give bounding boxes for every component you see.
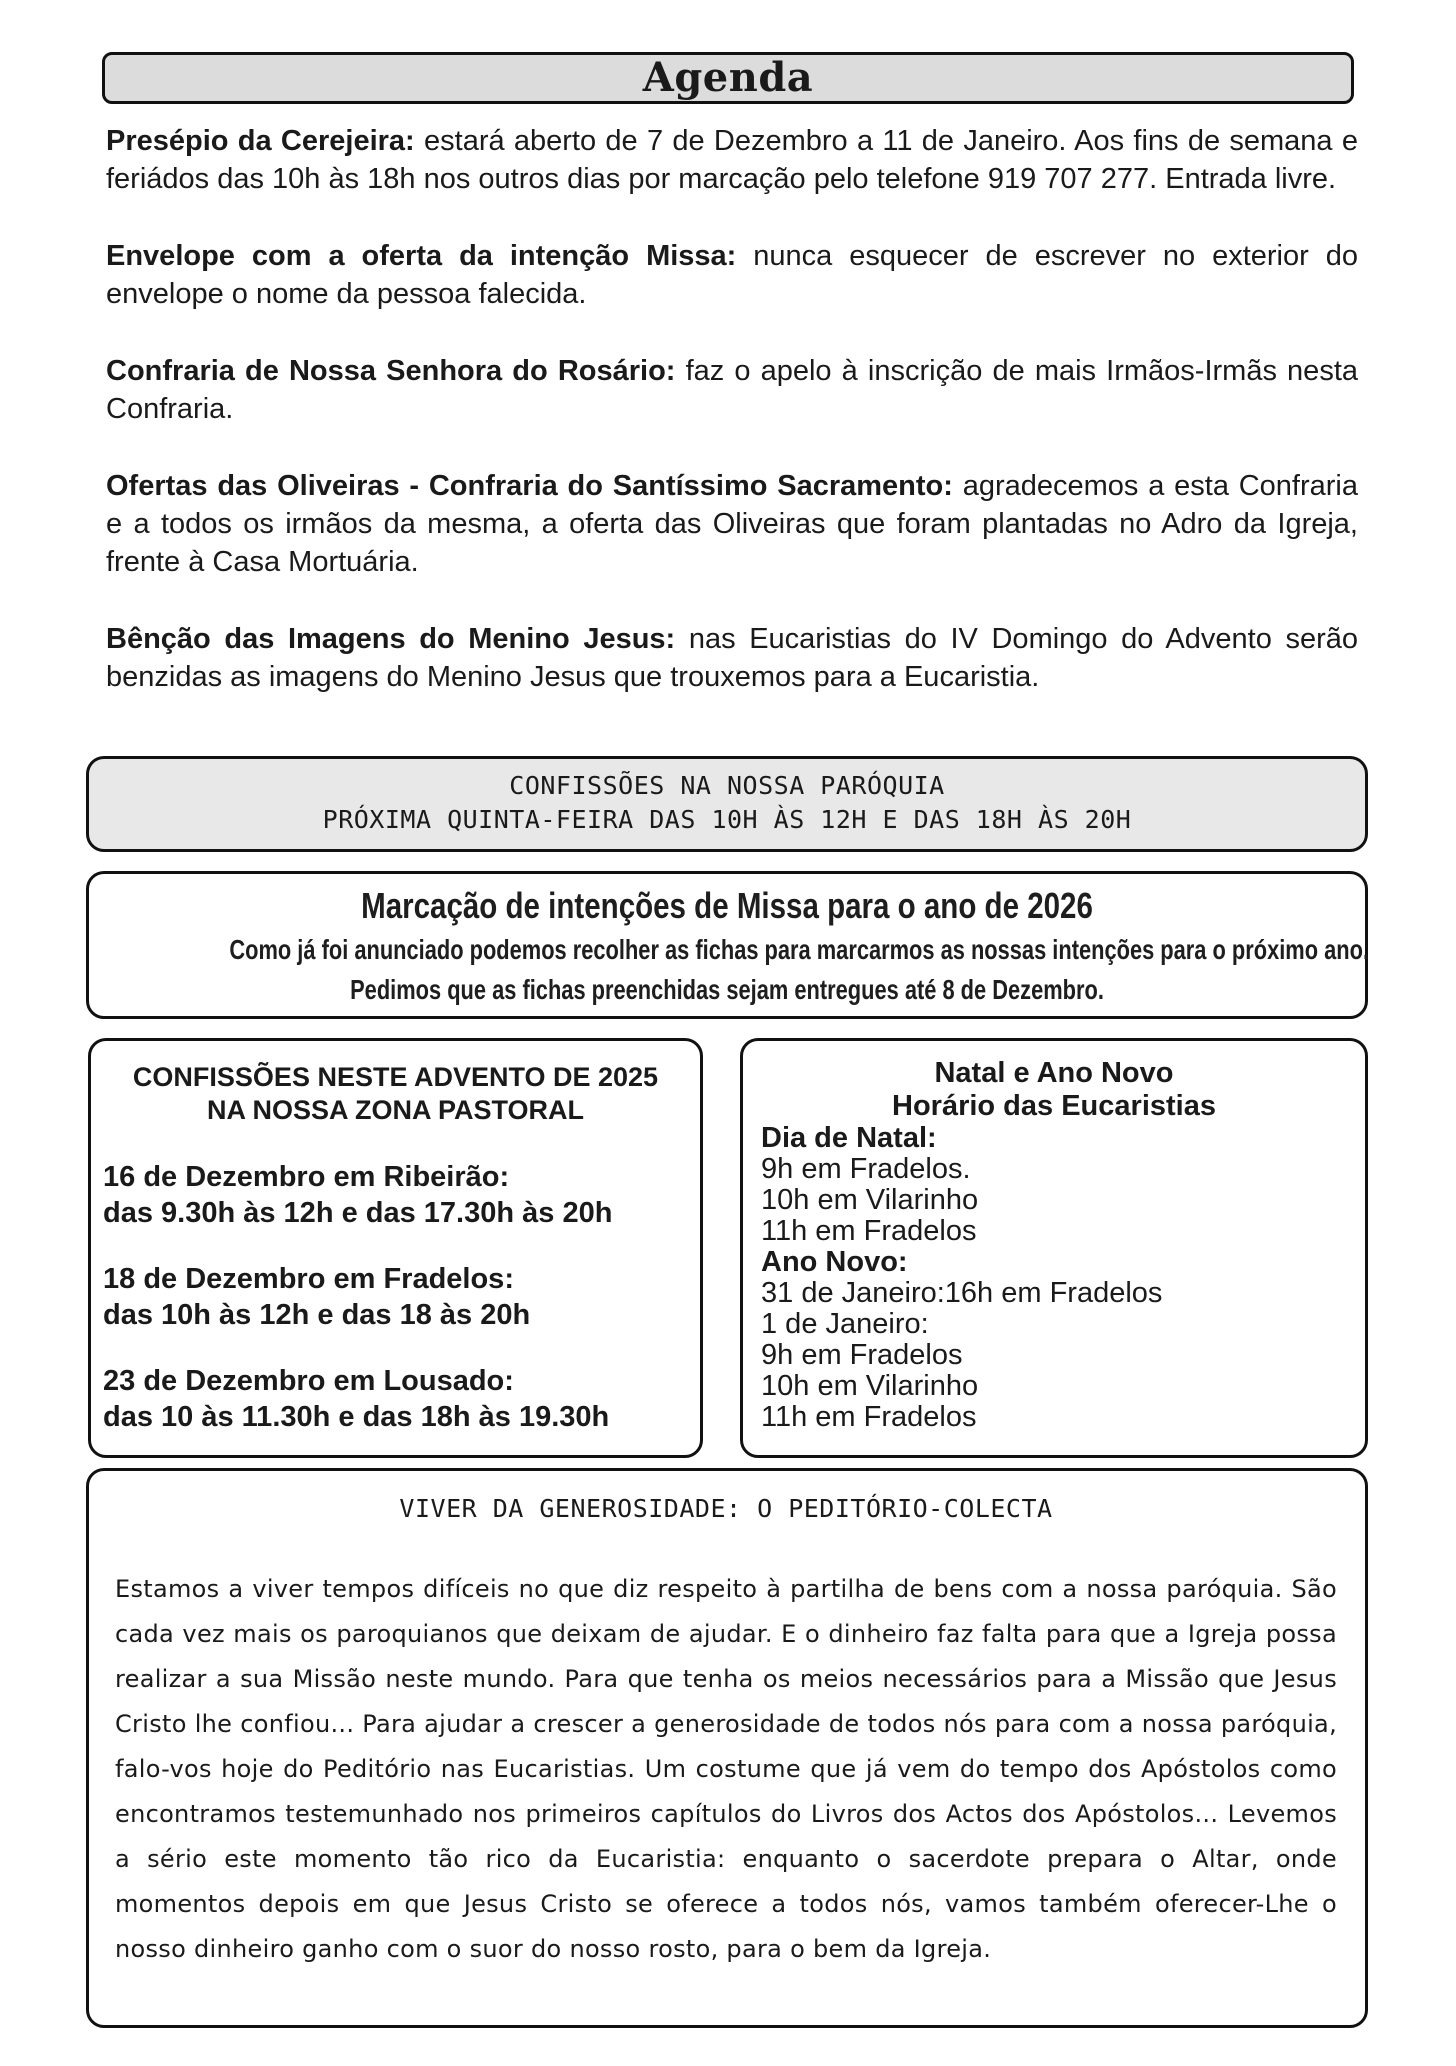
natal-line: 9h em Fradelos — [761, 1339, 963, 1371]
viver-generosidade-box — [86, 1468, 1368, 2028]
marcacao-line1: Como já foi anunciado podemos recolher as fichas para marcarmos as nossas intenções para o próximo ano. — [229, 934, 1370, 965]
notice-title: Envelope com a oferta da intenção Missa: — [106, 240, 737, 272]
viver-text: Estamos a viver tempos difíceis no que diz respeito à partilha de bens com a nossa paróquia. São cada vez mais os paroquianos que deixam de ajudar. E o dinheiro faz falta para que a Igreja possa realizar a sua Missão neste mundo. Para que tenha os meios necessários para a Missão que Jesus Cristo lhe confiou... Para ajudar a crescer a generosidade de todos nós para com a nossa paróquia, falo-vos hoje do Peditório nas Eucaristias. Um costume que já vem do tempo dos Apóstolos como encontramos testemunhado nos primeiros capítulos do Livros dos Actos dos Apóstolos... Levemos a sério este momento tão rico da Eucaristia: enquanto o sacerdote prepara o Altar, onde momentos depois em que Jesus Cristo se oferece a todos nós, vamos também oferecer-Lhe o nosso dinheiro ganho com o suor do nosso rosto, para o bem da Igreja. — [115, 1575, 1337, 1963]
natal-line: 9h em Fradelos. — [761, 1153, 971, 1185]
notice-envelope — [106, 237, 1358, 313]
notice-oliveiras — [106, 467, 1358, 581]
natal-line: 31 de Janeiro:16h em Fradelos — [761, 1277, 1163, 1309]
zona-entry-fradelos — [103, 1261, 700, 1333]
zona-entry-ribeirao — [103, 1159, 700, 1231]
natal-line: 1 de Janeiro: — [761, 1308, 929, 1340]
zona-title-line2: NA NOSSA ZONA PASTORAL — [206, 1095, 584, 1125]
zona-entry-date: 23 de Dezembro em Lousado: — [103, 1365, 514, 1397]
notice-text: faz o apelo à inscrição de mais Irmãos-Irmãs nesta Confraria. — [106, 355, 1358, 425]
natal-line: 11h em Fradelos — [761, 1215, 977, 1247]
notice-text: nas Eucaristias do IV Domingo do Advento serão benzidas as imagens do Menino Jesus que trouxemos para a Eucaristia. — [106, 623, 1358, 693]
notice-title: Presépio da Cerejeira: — [106, 125, 415, 157]
natal-box — [740, 1038, 1368, 1458]
notice-title: Bênção das Imagens do Menino Jesus: — [106, 623, 676, 655]
notices-section — [106, 122, 1358, 735]
zona-entry-date: 18 de Dezembro em Fradelos: — [103, 1263, 514, 1295]
marcacao-title: Marcação de intenções de Missa para o ano de 2026 — [361, 885, 1093, 926]
notice-title: Ofertas das Oliveiras - Confraria do Santíssimo Sacramento: — [106, 470, 953, 502]
zona-entry-hours: das 10 às 11.30h e das 18h às 19.30h — [103, 1401, 610, 1433]
viver-title: VIVER DA GENEROSIDADE: O PEDITÓRIO-COLECTA — [399, 1494, 1053, 1523]
natal-heading-dia-natal: Dia de Natal: — [761, 1122, 937, 1154]
zona-entry-hours: das 10h às 12h e das 18 às 20h — [103, 1299, 531, 1331]
natal-title-line1: Natal e Ano Novo — [934, 1057, 1174, 1089]
zona-entry-lousado — [103, 1363, 700, 1435]
notice-presepio — [106, 122, 1358, 198]
zona-entry-hours: das 9.30h às 12h e das 17.30h às 20h — [103, 1197, 613, 1229]
zona-title-line1: CONFISSÕES NESTE ADVENTO DE 2025 — [132, 1062, 659, 1092]
confissoes-paroquia-line2: PRÓXIMA QUINTA-FEIRA DAS 10H ÀS 12H E DAS 18H ÀS 20H — [322, 805, 1132, 834]
agenda-header — [102, 52, 1354, 104]
notice-text: nunca esquecer de escrever no exterior do envelope o nome da pessoa falecida. — [106, 240, 1358, 310]
natal-title-line2: Horário das Eucaristias — [892, 1090, 1216, 1122]
natal-line: 10h em Vilarinho — [761, 1370, 979, 1402]
confissoes-paroquia-line1: CONFISSÕES NA NOSSA PARÓQUIA — [509, 771, 945, 800]
natal-line: 11h em Fradelos — [761, 1401, 977, 1433]
notice-bencao — [106, 620, 1358, 696]
notice-text: agradecemos a esta Confraria e a todos os irmãos da mesma, a oferta das Oliveiras que foram plantadas no Adro da Igreja, frente à Casa Mortuária. — [106, 470, 1359, 578]
agenda-title: Agenda — [642, 54, 814, 101]
marcacao-line2: Pedimos que as fichas preenchidas sejam entregues até 8 de Dezembro. — [350, 974, 1104, 1005]
confissoes-paroquia-box — [86, 756, 1368, 852]
notice-text: estará aberto de 7 de Dezembro a 11 de Janeiro. Aos fins de semana e feriádos das 10h às 18h nos outros dias por marcação pelo telefone 919 707 277. Entrada livre. — [106, 125, 1358, 195]
marcacao-box — [86, 871, 1368, 1019]
natal-heading-ano-novo: Ano Novo: — [761, 1246, 908, 1278]
zona-pastoral-box — [88, 1038, 703, 1458]
natal-line: 10h em Vilarinho — [761, 1184, 979, 1216]
notice-title: Confraria de Nossa Senhora do Rosário: — [106, 355, 676, 387]
zona-entry-date: 16 de Dezembro em Ribeirão: — [103, 1161, 510, 1193]
notice-confraria-rosario — [106, 352, 1358, 428]
